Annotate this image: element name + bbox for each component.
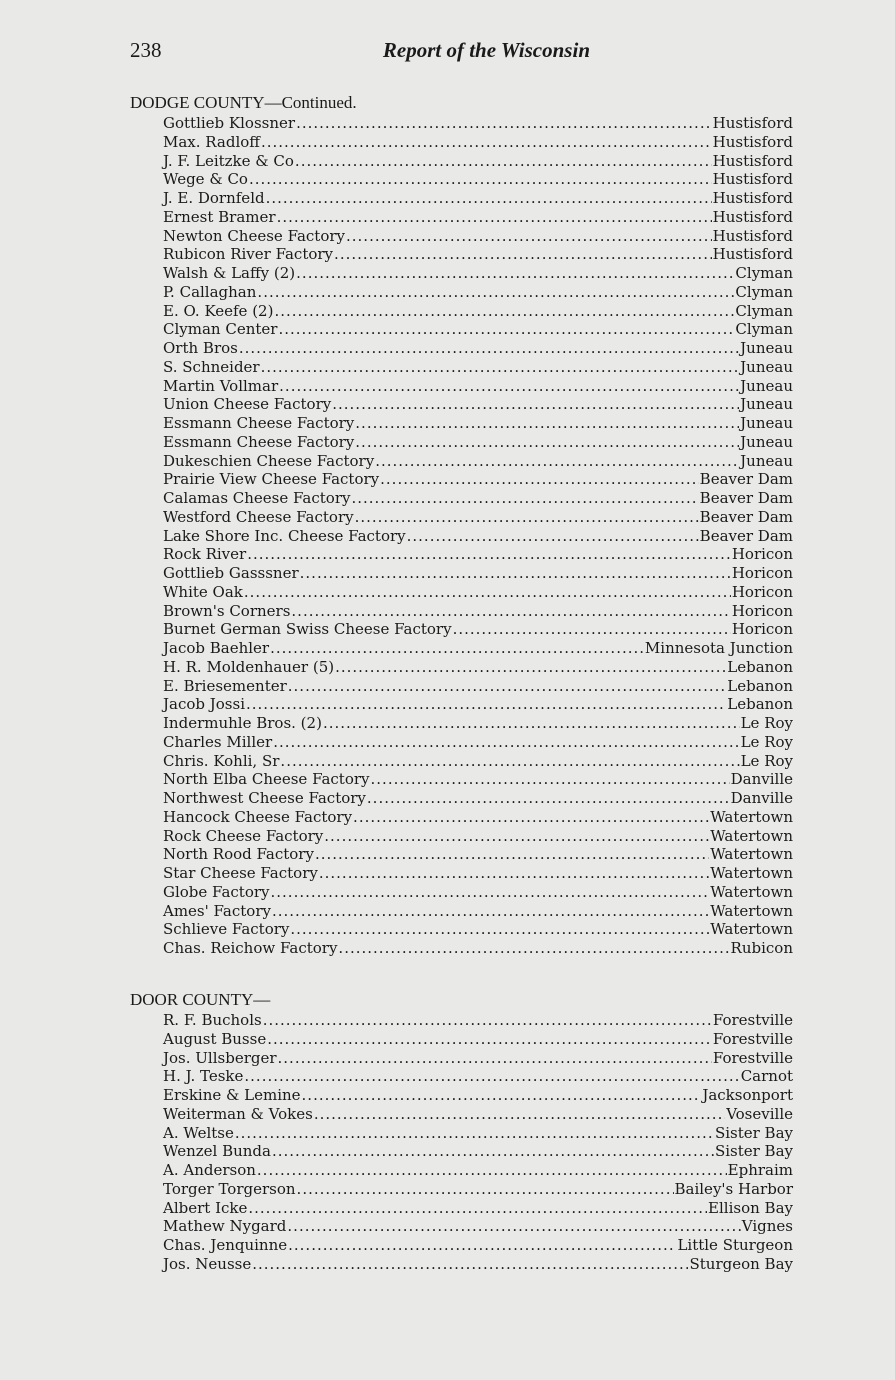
list-item bbox=[163, 208, 793, 227]
list-item bbox=[163, 827, 793, 846]
dot-leader bbox=[274, 302, 734, 321]
location-name: Watertown bbox=[710, 882, 793, 901]
location-name: Horicon bbox=[731, 582, 793, 601]
dot-leader bbox=[239, 339, 739, 358]
location-name: Clyman bbox=[735, 264, 793, 282]
list-item bbox=[163, 133, 793, 152]
factory-name: Newton Cheese Factory bbox=[163, 226, 345, 245]
location-name: Clyman bbox=[735, 320, 793, 339]
dot-leader bbox=[334, 245, 712, 264]
location-name: Lebanon bbox=[727, 695, 793, 714]
factory-name: Brown's Corners bbox=[163, 601, 291, 620]
factory-name: Indermuhle Bros. (2) bbox=[163, 714, 322, 732]
list-item bbox=[163, 939, 793, 958]
list-item bbox=[163, 339, 793, 358]
list-item bbox=[163, 527, 793, 546]
location-name: Juneau bbox=[740, 357, 793, 376]
location-name: Forestville bbox=[712, 1048, 793, 1067]
factory-name: Rubicon River Factory bbox=[163, 245, 334, 264]
list-item bbox=[163, 845, 793, 864]
list-item bbox=[163, 1049, 793, 1068]
location-name: Sister Bay bbox=[714, 1142, 793, 1161]
list-item bbox=[163, 602, 793, 621]
list-item bbox=[163, 227, 793, 246]
dot-leader bbox=[296, 114, 712, 133]
location-name: Danville bbox=[730, 789, 793, 807]
list-item bbox=[163, 1124, 793, 1143]
factory-name: Torger Torgerson bbox=[163, 1179, 296, 1198]
dot-leader bbox=[332, 395, 739, 414]
dot-leader bbox=[371, 770, 730, 789]
dot-leader bbox=[367, 789, 730, 808]
list-item bbox=[163, 770, 793, 789]
list-item bbox=[163, 358, 793, 377]
dot-leader bbox=[353, 808, 709, 827]
list-item bbox=[163, 1105, 793, 1124]
dot-leader bbox=[291, 602, 730, 621]
dot-leader bbox=[314, 1105, 725, 1124]
list-item bbox=[163, 677, 793, 696]
factory-name: A. Weltse bbox=[163, 1123, 234, 1142]
location-name: Ephraim bbox=[727, 1161, 793, 1179]
location-name: Le Roy bbox=[740, 732, 793, 751]
dot-leader bbox=[252, 1255, 688, 1274]
factory-name: Wege & Co bbox=[163, 170, 248, 189]
factory-name: Essmann Cheese Factory bbox=[163, 432, 355, 451]
location-name: Danville bbox=[730, 770, 793, 789]
list-item bbox=[163, 320, 793, 339]
list-item bbox=[163, 658, 793, 677]
factory-name: Clyman Center bbox=[163, 320, 278, 339]
page-number: 238 bbox=[130, 38, 162, 62]
location-name: Hustisford bbox=[712, 226, 793, 245]
list-item bbox=[163, 714, 793, 733]
dot-leader bbox=[247, 545, 731, 564]
dot-leader bbox=[346, 227, 712, 246]
factory-name: H. R. Moldenhauer (5) bbox=[163, 657, 335, 676]
dot-leader bbox=[272, 902, 709, 921]
dot-leader bbox=[335, 658, 726, 677]
location-name: Beaver Dam bbox=[699, 507, 793, 526]
factory-name: Rock River bbox=[163, 545, 247, 564]
county-heading: DOOR COUNTY— bbox=[130, 990, 271, 1009]
factory-name: Essmann Cheese Factory bbox=[163, 414, 355, 432]
location-name: Beaver Dam bbox=[699, 526, 793, 545]
location-name: Horicon bbox=[731, 564, 793, 582]
list-item bbox=[163, 1236, 793, 1255]
location-name: Hustisford bbox=[712, 151, 793, 170]
factory-name: North Elba Cheese Factory bbox=[163, 770, 370, 789]
dot-leader bbox=[273, 733, 739, 752]
factory-name: P. Callaghan bbox=[163, 282, 257, 301]
location-name: Little Sturgeon bbox=[677, 1236, 793, 1254]
dot-leader bbox=[271, 883, 710, 902]
dot-leader bbox=[288, 677, 726, 696]
factory-name: R. F. Buchols bbox=[163, 1011, 262, 1029]
dot-leader bbox=[355, 433, 739, 452]
dot-leader bbox=[324, 827, 709, 846]
factory-name: Ernest Bramer bbox=[163, 207, 276, 226]
factory-name: Star Cheese Factory bbox=[163, 864, 318, 882]
location-name: Watertown bbox=[710, 807, 793, 826]
dot-leader bbox=[270, 639, 644, 658]
list-item bbox=[163, 245, 793, 264]
factory-name: E. O. Keefe (2) bbox=[163, 301, 274, 320]
list-item bbox=[163, 470, 793, 489]
factory-name: Gottlieb Gasssner bbox=[163, 564, 299, 582]
location-name: Forestville bbox=[712, 1029, 793, 1048]
dot-leader bbox=[355, 414, 739, 433]
location-name: Minnesota Junction bbox=[644, 639, 793, 657]
location-name: Watertown bbox=[710, 901, 793, 920]
list-item bbox=[163, 414, 793, 433]
dot-leader bbox=[235, 1124, 714, 1143]
list-item bbox=[163, 564, 793, 583]
location-name: Juneau bbox=[740, 395, 793, 414]
county-heading: DODGE COUNTY—Continued. bbox=[130, 93, 357, 112]
dot-leader bbox=[323, 714, 740, 733]
dot-leader bbox=[453, 620, 731, 639]
dot-leader bbox=[300, 564, 731, 583]
dot-leader bbox=[407, 527, 699, 546]
dot-leader bbox=[248, 1199, 707, 1218]
list-item bbox=[163, 1086, 793, 1105]
location-name: Lebanon bbox=[727, 657, 793, 676]
factory-name: Mathew Nygard bbox=[163, 1217, 287, 1236]
dot-leader bbox=[244, 583, 731, 602]
list-item bbox=[163, 452, 793, 471]
factory-name: Chas. Reichow Factory bbox=[163, 939, 338, 957]
factory-list bbox=[163, 114, 793, 958]
location-name: Clyman bbox=[735, 282, 793, 301]
factory-name: Lake Shore Inc. Cheese Factory bbox=[163, 526, 406, 545]
list-item bbox=[163, 808, 793, 827]
factory-name: Chris. Kohli, Sr bbox=[163, 751, 280, 770]
dot-leader bbox=[279, 377, 739, 396]
list-item bbox=[163, 1030, 793, 1049]
factory-name: Prairie View Cheese Factory bbox=[163, 470, 380, 489]
factory-name: Wenzel Bunda bbox=[163, 1142, 271, 1161]
list-item bbox=[163, 583, 793, 602]
location-name: Sister Bay bbox=[714, 1123, 793, 1142]
location-name: Horicon bbox=[731, 620, 793, 639]
dot-leader bbox=[278, 1049, 712, 1068]
factory-name: J. F. Leitzke & Co bbox=[163, 151, 294, 170]
factory-name: Albert Icke bbox=[163, 1198, 248, 1217]
factory-name: North Rood Factory bbox=[163, 845, 314, 864]
factory-name: Jos. Ullsberger bbox=[163, 1048, 277, 1067]
factory-name: Ames' Factory bbox=[163, 901, 271, 920]
dot-leader bbox=[249, 170, 712, 189]
location-name: Juneau bbox=[740, 339, 793, 357]
factory-name: August Busse bbox=[163, 1029, 267, 1048]
location-name: Juneau bbox=[740, 376, 793, 395]
dot-leader bbox=[315, 845, 709, 864]
list-item bbox=[163, 1142, 793, 1161]
list-item bbox=[163, 920, 793, 939]
location-name: Watertown bbox=[710, 864, 793, 882]
list-item bbox=[163, 1217, 793, 1236]
dot-leader bbox=[244, 1067, 739, 1086]
dot-leader bbox=[288, 1236, 676, 1255]
location-name: Bailey's Harbor bbox=[674, 1179, 793, 1198]
factory-name: Globe Factory bbox=[163, 882, 270, 901]
factory-name: Union Cheese Factory bbox=[163, 395, 332, 414]
dot-leader bbox=[272, 1142, 714, 1161]
list-item bbox=[163, 752, 793, 771]
running-title: Report of the Wisconsin bbox=[382, 38, 590, 62]
factory-name: Westford Cheese Factory bbox=[163, 507, 354, 526]
location-name: Beaver Dam bbox=[699, 489, 793, 507]
location-name: Juneau bbox=[740, 451, 793, 470]
list-item bbox=[163, 433, 793, 452]
factory-name: Burnet German Swiss Cheese Factory bbox=[163, 620, 452, 639]
list-item bbox=[163, 1161, 793, 1180]
list-item bbox=[163, 508, 793, 527]
dot-leader bbox=[338, 939, 729, 958]
list-item bbox=[163, 264, 793, 283]
dot-leader bbox=[355, 508, 699, 527]
location-name: Watertown bbox=[710, 920, 793, 939]
list-item bbox=[163, 1180, 793, 1199]
location-name: Horicon bbox=[731, 545, 793, 564]
location-name: Hustisford bbox=[712, 189, 793, 207]
list-item bbox=[163, 902, 793, 921]
list-item bbox=[163, 302, 793, 321]
factory-name: Gottlieb Klossner bbox=[163, 114, 296, 132]
location-name: Vignes bbox=[741, 1217, 793, 1236]
dot-leader bbox=[296, 264, 734, 283]
dot-leader bbox=[278, 320, 734, 339]
list-item bbox=[163, 864, 793, 883]
list-item bbox=[163, 1199, 793, 1218]
dot-leader bbox=[267, 1030, 712, 1049]
factory-name: Martin Vollmar bbox=[163, 376, 279, 395]
factory-name: Calamas Cheese Factory bbox=[163, 489, 351, 507]
factory-name: Jacob Jossi bbox=[163, 695, 245, 714]
location-name: Le Roy bbox=[740, 751, 793, 770]
factory-name: Schlieve Factory bbox=[163, 920, 290, 939]
list-item bbox=[163, 1255, 793, 1274]
dot-leader bbox=[261, 358, 740, 377]
location-name: Rubicon bbox=[730, 939, 793, 957]
factory-name: Max. Radloff bbox=[163, 132, 260, 151]
location-name: Juneau bbox=[740, 414, 793, 432]
factory-name: Hancock Cheese Factory bbox=[163, 807, 353, 826]
list-item bbox=[163, 489, 793, 508]
location-name: Jacksonport bbox=[702, 1086, 793, 1104]
dot-leader bbox=[297, 1180, 674, 1199]
factory-name: J. E. Dornfeld bbox=[163, 189, 265, 207]
dot-leader bbox=[290, 920, 709, 939]
location-name: Juneau bbox=[740, 432, 793, 451]
list-item bbox=[163, 789, 793, 808]
location-name: Hustisford bbox=[712, 132, 793, 151]
factory-name: Northwest Cheese Factory bbox=[163, 789, 366, 807]
factory-name: A. Anderson bbox=[163, 1161, 256, 1179]
factory-name: S. Schneider bbox=[163, 357, 260, 376]
location-name: Beaver Dam bbox=[699, 470, 793, 489]
factory-name: Erskine & Lemine bbox=[163, 1086, 301, 1104]
factory-name: White Oak bbox=[163, 582, 243, 601]
location-name: Clyman bbox=[735, 301, 793, 320]
factory-name: Chas. Jenquinne bbox=[163, 1236, 288, 1254]
factory-name: Jacob Baehler bbox=[163, 639, 270, 657]
location-name: Hustisford bbox=[712, 114, 793, 132]
list-item bbox=[163, 639, 793, 658]
list-item bbox=[163, 189, 793, 208]
list-item bbox=[163, 395, 793, 414]
dot-leader bbox=[375, 452, 739, 471]
dot-leader bbox=[280, 752, 739, 771]
page-header bbox=[130, 38, 590, 68]
location-name: Sturgeon Bay bbox=[689, 1254, 793, 1273]
factory-name: Walsh & Laffy (2) bbox=[163, 264, 296, 282]
dot-leader bbox=[295, 152, 712, 171]
dot-leader bbox=[302, 1086, 702, 1105]
dot-leader bbox=[261, 133, 712, 152]
location-name: Ellison Bay bbox=[708, 1198, 793, 1217]
location-name: Lebanon bbox=[727, 676, 793, 695]
list-item bbox=[163, 283, 793, 302]
dot-leader bbox=[287, 1217, 740, 1236]
list-item bbox=[163, 620, 793, 639]
dot-leader bbox=[263, 1011, 712, 1030]
factory-name: E. Briesementer bbox=[163, 676, 287, 695]
factory-name: Weiterman & Vokes bbox=[163, 1104, 313, 1123]
list-item bbox=[163, 377, 793, 396]
list-item bbox=[163, 170, 793, 189]
dot-leader bbox=[277, 208, 712, 227]
location-name: Le Roy bbox=[740, 714, 793, 732]
factory-name: Charles Miller bbox=[163, 732, 273, 751]
dot-leader bbox=[319, 864, 709, 883]
dot-leader bbox=[257, 1161, 727, 1180]
location-name: Hustisford bbox=[712, 245, 793, 264]
factory-list bbox=[163, 1011, 793, 1274]
list-item bbox=[163, 1011, 793, 1030]
dot-leader bbox=[351, 489, 698, 508]
dot-leader bbox=[246, 695, 726, 714]
location-name: Watertown bbox=[710, 845, 793, 864]
location-name: Forestville bbox=[712, 1011, 793, 1029]
dot-leader bbox=[257, 283, 734, 302]
factory-name: H. J. Teske bbox=[163, 1067, 244, 1086]
dot-leader bbox=[380, 470, 699, 489]
list-item bbox=[163, 545, 793, 564]
list-item bbox=[163, 883, 793, 902]
location-name: Watertown bbox=[710, 826, 793, 845]
location-name: Voseville bbox=[726, 1104, 793, 1123]
location-name: Hustisford bbox=[712, 170, 793, 189]
dot-leader bbox=[266, 189, 712, 208]
list-item bbox=[163, 1067, 793, 1086]
factory-name: Orth Bros bbox=[163, 339, 238, 357]
factory-name: Jos. Neusse bbox=[163, 1254, 252, 1273]
location-name: Carnot bbox=[740, 1067, 793, 1086]
factory-name: Rock Cheese Factory bbox=[163, 826, 324, 845]
location-name: Hustisford bbox=[712, 207, 793, 226]
factory-name: Dukeschien Cheese Factory bbox=[163, 451, 375, 470]
list-item bbox=[163, 695, 793, 714]
list-item bbox=[163, 152, 793, 171]
list-item bbox=[163, 114, 793, 133]
list-item bbox=[163, 733, 793, 752]
location-name: Horicon bbox=[731, 601, 793, 620]
